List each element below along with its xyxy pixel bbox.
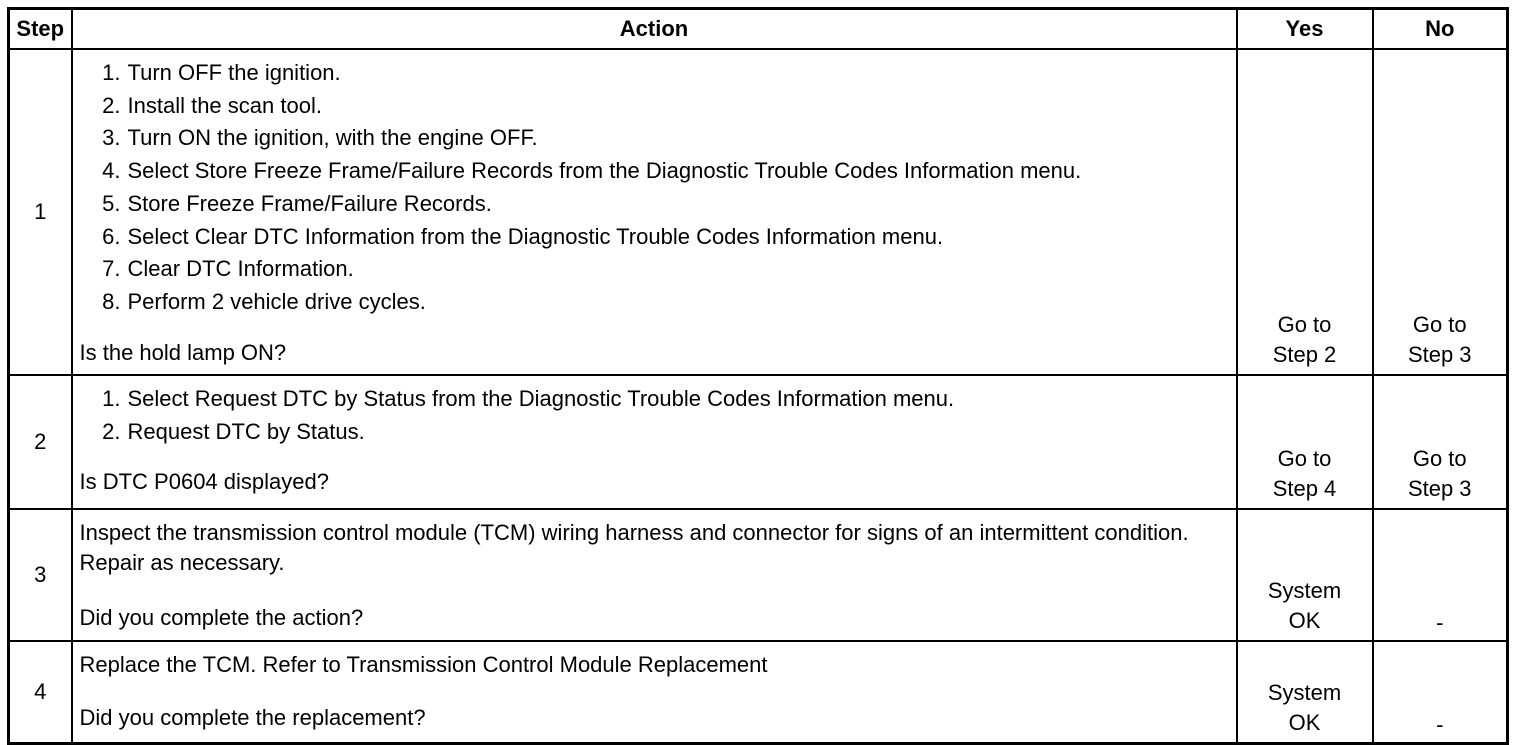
list-number: 3. [102, 125, 121, 151]
action-cell [72, 641, 1237, 744]
list-item [80, 57, 1230, 90]
list-text: Turn OFF the ignition. [127, 60, 341, 85]
no-cell [1373, 509, 1508, 641]
list-item [80, 221, 1230, 254]
list-text: Turn ON the ignition, with the engine OFF. [127, 125, 538, 151]
list-number: 8. [102, 288, 121, 314]
list-text: Store Freeze Frame/Failure Records. [127, 190, 492, 216]
list-number: 1. [102, 60, 121, 85]
yes-line-2: OK [1288, 608, 1321, 633]
yes-cell [1237, 509, 1373, 641]
list-item [80, 286, 1230, 319]
header-row [9, 9, 1508, 50]
question-text: Did you complete the replacement? [79, 705, 426, 730]
list-text: Select Request DTC by Status from the Diagnostic Trouble Codes Information menu. [127, 386, 955, 411]
list-item [80, 122, 1230, 155]
action-text: Inspect the transmission control module (TCM) wiring harness and connector for signs of an intermittent condition. Repair as necessary. [79, 520, 1189, 575]
list-text: Select Clear DTC Information from the Diagnostic Trouble Codes Information menu. [127, 223, 944, 249]
list-text: Select Store Freeze Frame/Failure Records from the Diagnostic Trouble Codes Information menu. [127, 158, 1082, 184]
yes-line-2: Step 2 [1272, 342, 1337, 367]
no-cell [1373, 641, 1508, 744]
yes-cell [1237, 375, 1373, 509]
step-number: 2 [9, 375, 72, 509]
yes-line-1: System [1267, 578, 1342, 603]
yes-line-1: Go to [1277, 312, 1332, 337]
no-line-1: Go to [1412, 312, 1467, 337]
no-line-2: Step 3 [1407, 476, 1472, 501]
step-number: 4 [9, 641, 72, 744]
question-text: Is the hold lamp ON? [79, 339, 287, 365]
yes-cell [1237, 49, 1373, 375]
header-yes: Yes [1237, 9, 1373, 50]
list-text: Install the scan tool. [127, 92, 322, 118]
yes-line-1: System [1267, 680, 1342, 705]
yes-line-1: Go to [1277, 446, 1332, 471]
action-cell [72, 49, 1237, 375]
list-item [80, 253, 1230, 286]
list-number: 7. [102, 256, 121, 282]
list-item [80, 416, 1230, 449]
step-number: 1 [9, 49, 72, 375]
list-item [80, 188, 1230, 221]
no-cell [1373, 49, 1508, 375]
no-value: - [1436, 610, 1444, 635]
yes-cell [1237, 641, 1373, 744]
list-number: 6. [102, 223, 121, 249]
question-text: Is DTC P0604 displayed? [79, 469, 329, 495]
header-step: Step [9, 9, 72, 50]
list-text: Clear DTC Information. [127, 256, 354, 282]
table-row [9, 509, 1508, 641]
no-line-2: Step 3 [1407, 342, 1472, 367]
list-number: 5. [102, 190, 121, 216]
step-number: 3 [9, 509, 72, 641]
action-list [80, 57, 1230, 319]
no-value: - [1436, 712, 1444, 737]
list-number: 4. [102, 158, 121, 184]
action-cell [72, 509, 1237, 641]
list-number: 2. [102, 418, 121, 444]
table-row [9, 49, 1508, 375]
list-text: Perform 2 vehicle drive cycles. [127, 288, 426, 314]
action-cell [72, 375, 1237, 509]
table-row [9, 375, 1508, 509]
list-item [80, 383, 1230, 416]
list-number: 2. [102, 92, 121, 118]
yes-line-2: OK [1288, 710, 1321, 735]
action-text: Replace the TCM. Refer to Transmission Control Module Replacement [79, 652, 768, 677]
diagnostic-table [7, 7, 1509, 745]
list-text: Request DTC by Status. [127, 418, 365, 444]
header-no: No [1373, 9, 1508, 50]
no-line-1: Go to [1412, 446, 1467, 471]
no-cell [1373, 375, 1508, 509]
table-row [9, 641, 1508, 744]
list-item [80, 155, 1230, 188]
list-number: 1. [102, 386, 121, 411]
question-text: Did you complete the action? [79, 605, 364, 630]
yes-line-2: Step 4 [1272, 476, 1337, 501]
header-action: Action [72, 9, 1237, 50]
list-item [80, 90, 1230, 123]
action-list [80, 383, 1230, 448]
